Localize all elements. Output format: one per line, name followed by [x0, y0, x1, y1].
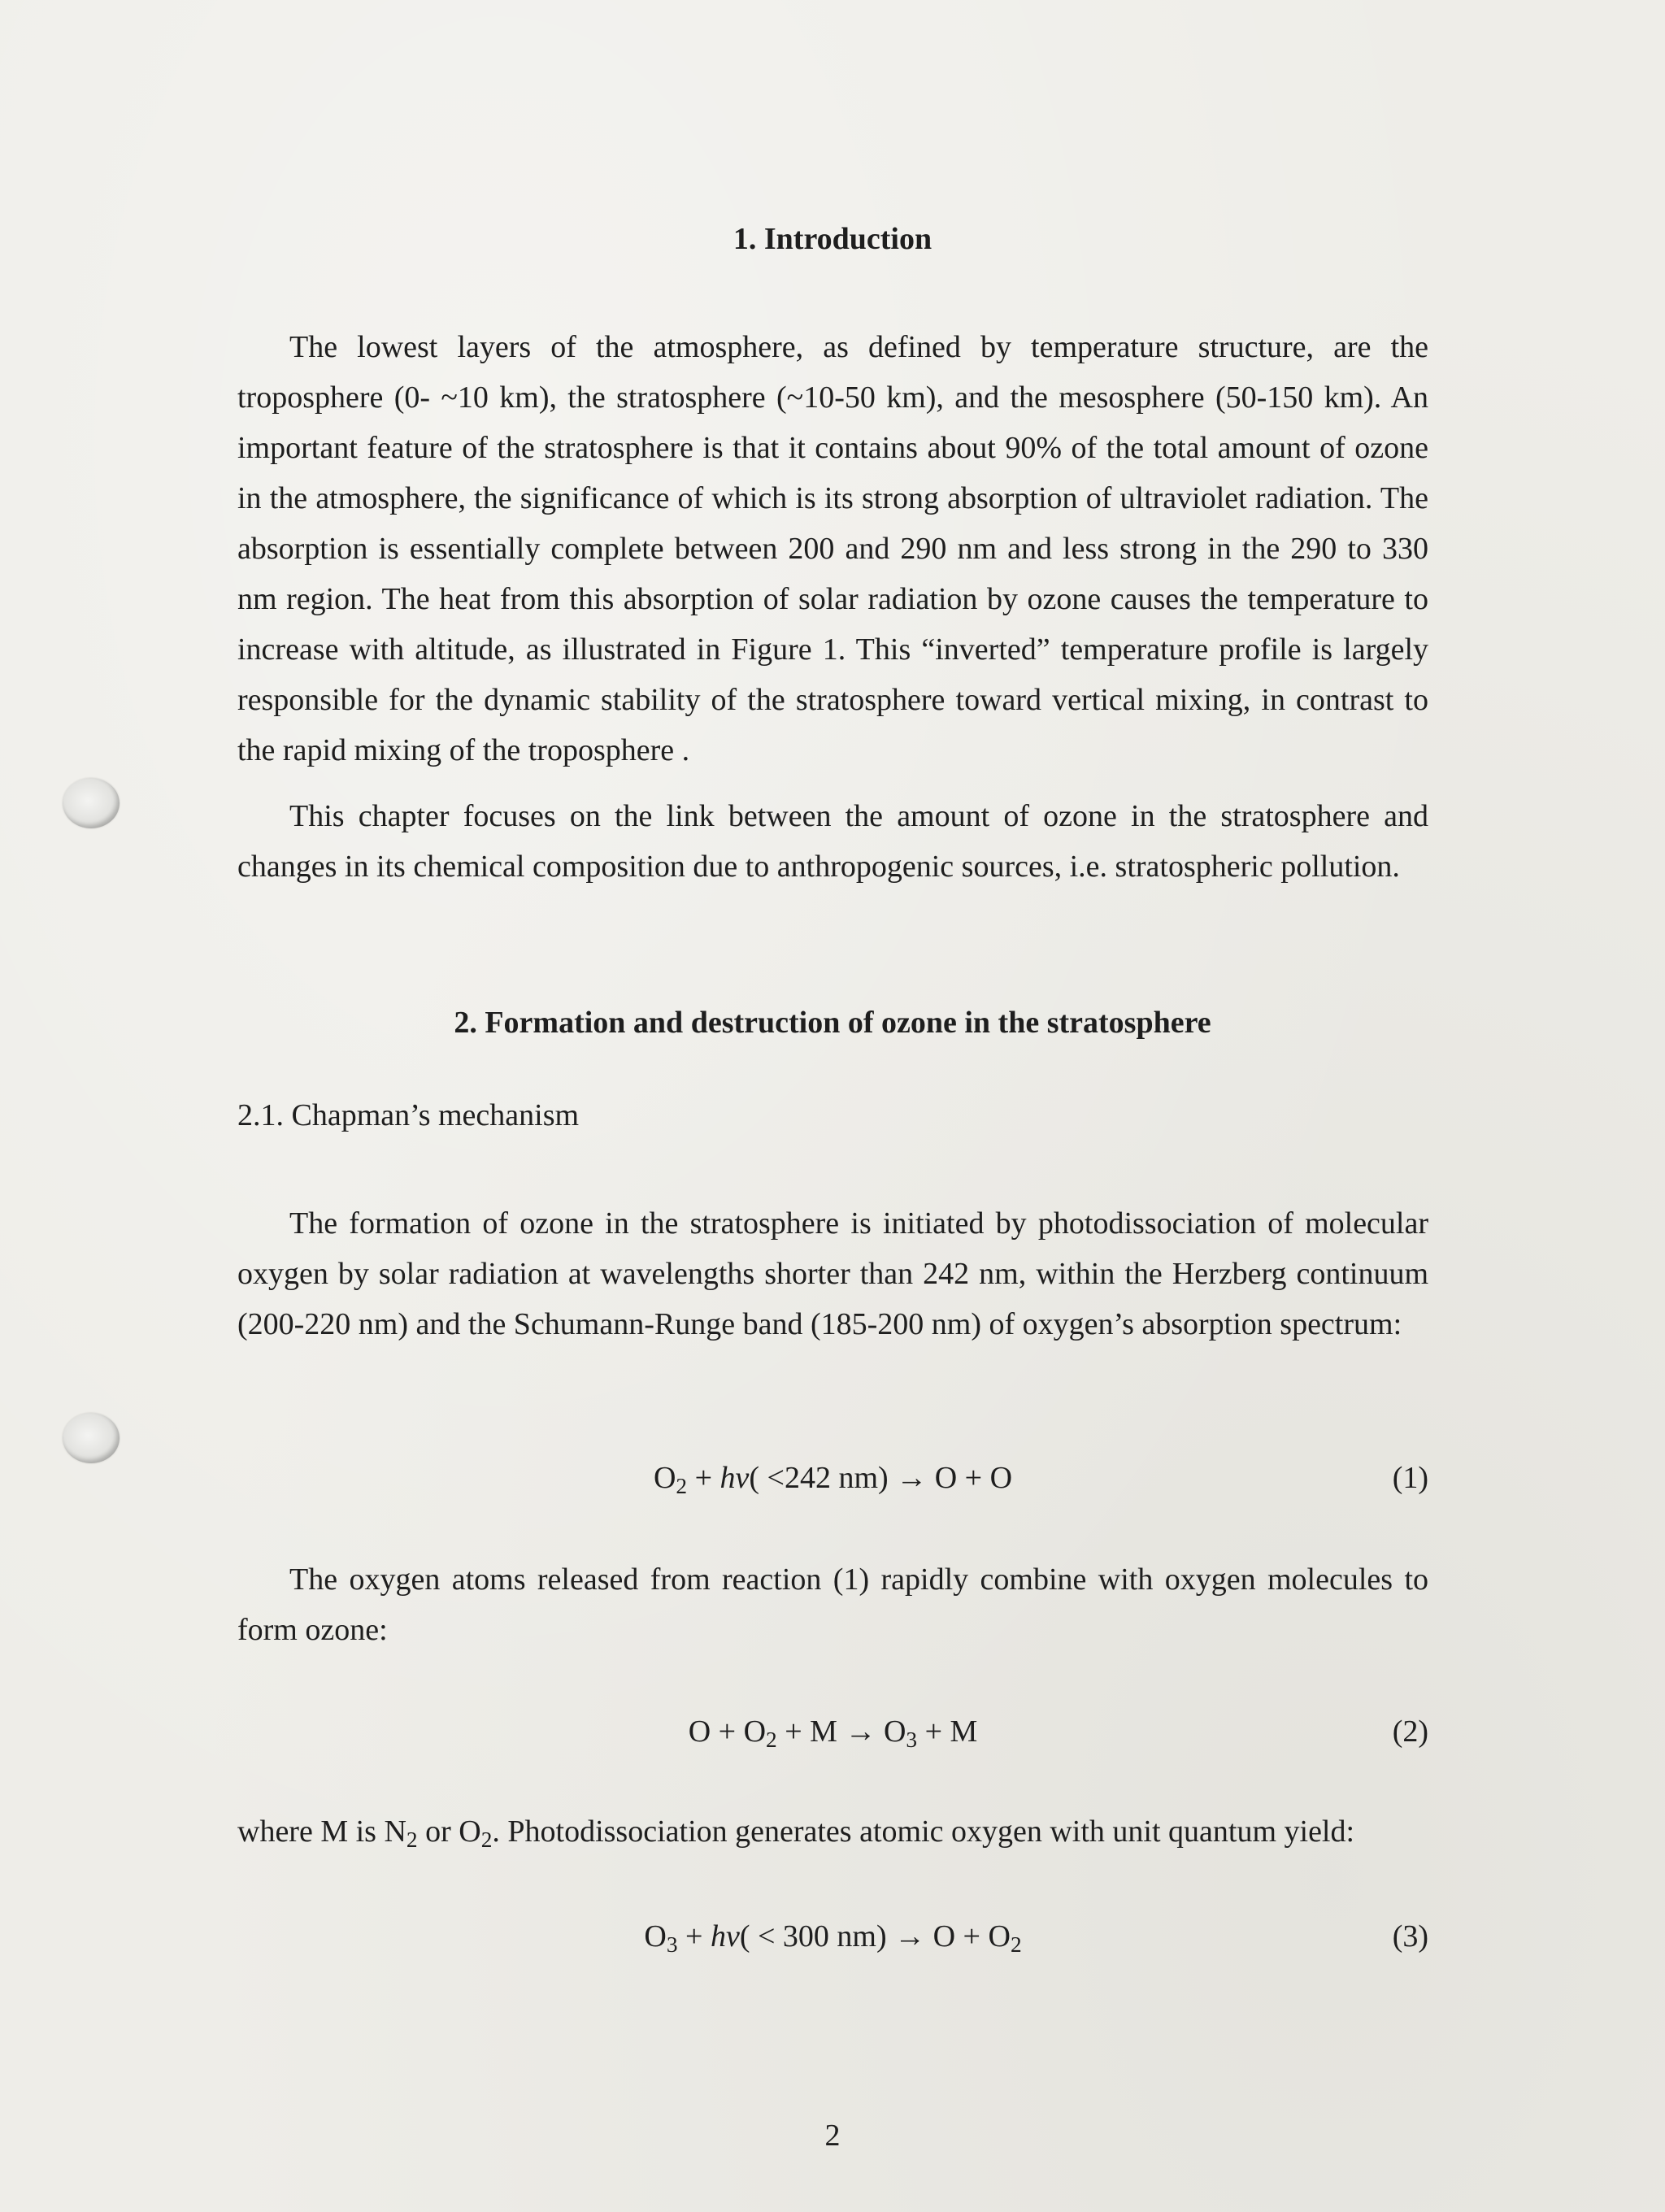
text-subscript: 2 [480, 1827, 493, 1852]
paragraph-text: . Photodissociation generates atomic oxygen with unit quantum yield: [492, 1814, 1355, 1849]
page-number: 2 [824, 2119, 841, 2153]
equation-expression [237, 1460, 1428, 1496]
eq-symbol: O [653, 1461, 676, 1495]
equation-3 [237, 1919, 1428, 1967]
equation-number: (1) [1392, 1461, 1428, 1495]
paragraph-text: The oxygen atoms released from reaction (1) rapidly combine with oxygen molecules to form ozone: [237, 1562, 1428, 1647]
paragraph-chapter-focus [237, 791, 1428, 892]
eq-subscript: 2 [1010, 1932, 1022, 1957]
eq-photon: hν [710, 1919, 740, 1953]
punch-hole [63, 1413, 120, 1463]
paragraph-text: where M is N [237, 1814, 406, 1849]
eq-operator: + [687, 1461, 720, 1495]
paragraph-text: The lowest layers of the atmosphere, as defined by temperature structure, are the troposphere (0- ~10 km), the stratosphere (~10-50 km), and the mesosphere (50-150 km). An important feature of the stratosphere is that it contains about 90% of the total amount of ozone in the atmosphere, the significance of which is its strong absorption of ultraviolet radiation. The absorption is essentially complete between 200 and 290 nm and less strong in the 290 to 330 nm region. The heat from this absorption of solar radiation by ozone causes the temperature to increase with altitude, as illustrated in Figure 1. This “inverted” temperature profile is largely responsible for the dynamic stability of the stratosphere toward vertical mixing, in contrast to the rapid mixing of the troposphere . [237, 330, 1428, 767]
text-subscript: 2 [406, 1827, 418, 1852]
eq-subscript: 2 [676, 1473, 688, 1498]
eq-photon: hν [719, 1461, 750, 1495]
eq-subscript: 2 [766, 1727, 777, 1752]
equation-2 [237, 1714, 1428, 1762]
equation-number: (3) [1392, 1919, 1428, 1953]
paragraph-text: or O [417, 1814, 481, 1849]
eq-rest: ( <242 nm) → O + O [749, 1461, 1013, 1495]
equation-1 [237, 1460, 1428, 1509]
eq-symbol: O [644, 1919, 667, 1953]
paragraph-text: This chapter focuses on the link between the amount of ozone in the stratosphere and changes in its chemical composition due to anthropogenic sources, i.e. stratospheric pollution. [237, 799, 1428, 884]
equation-expression [237, 1714, 1428, 1752]
eq-rest: ( < 300 nm) → O + O [739, 1919, 1011, 1953]
eq-operator: + [677, 1919, 711, 1953]
section-heading-text: 2. Formation and destruction of ozone in the stratosphere [454, 1006, 1211, 1040]
equation-expression [237, 1919, 1428, 1957]
section-heading-text: 1. Introduction [733, 222, 932, 256]
eq-symbol: O + O [688, 1714, 767, 1749]
eq-rest: + M [917, 1714, 978, 1749]
eq-operator: + M → O [776, 1714, 906, 1749]
punch-hole [63, 778, 120, 828]
paragraph-introduction [237, 322, 1428, 776]
paragraph-text: The formation of ozone in the stratosphere is initiated by photodissociation of molecular oxygen by solar radiation at wavelengths shorter than 242 nm, within the Herzberg continuum (200-220 nm) and the Schumann-Runge band (185-200 nm) of oxygen’s absorption spectrum: [237, 1206, 1428, 1341]
eq-subscript: 3 [906, 1727, 918, 1752]
section-heading-introduction [0, 221, 1665, 257]
eq-subscript: 3 [666, 1932, 678, 1957]
paragraph-oxygen-atoms [237, 1554, 1428, 1655]
paragraph-where-m [237, 1806, 1428, 1857]
equation-number: (2) [1392, 1714, 1428, 1749]
section-heading-formation [0, 1005, 1665, 1041]
paragraph-ozone-formation [237, 1198, 1428, 1349]
subsection-heading-chapman: 2.1. Chapman’s mechanism [237, 1098, 580, 1132]
